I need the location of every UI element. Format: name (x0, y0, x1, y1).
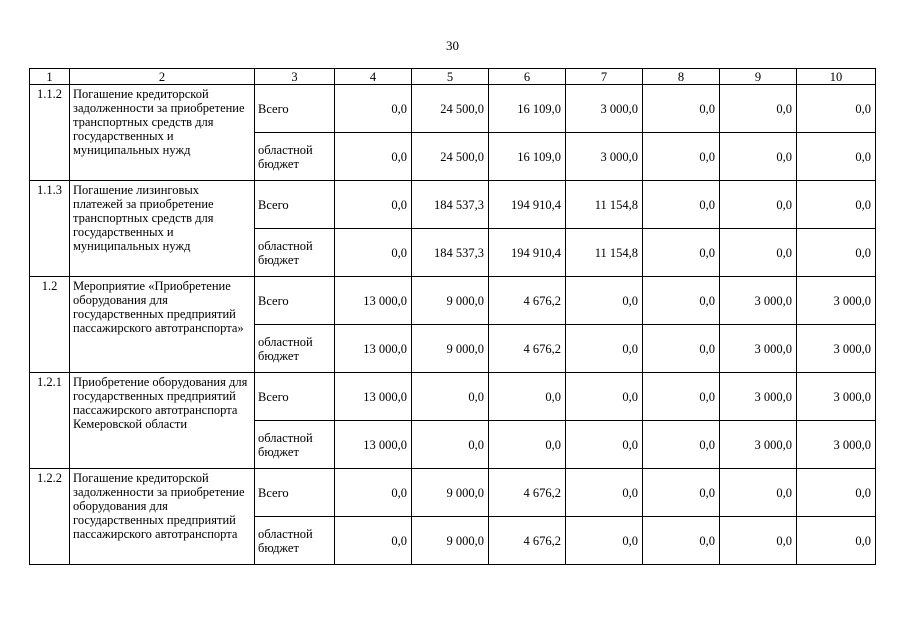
row-name: Приобретение оборудования для государственных предприятий пассажирского автотранспорта Кемеровской области (70, 373, 255, 469)
value-cell: 3 000,0 (720, 373, 797, 421)
header-cell: 10 (797, 69, 876, 85)
header-cell: 8 (643, 69, 720, 85)
value-cell: 4 676,2 (489, 325, 566, 373)
table-row (30, 85, 876, 133)
value-cell: 0,0 (489, 421, 566, 469)
value-cell: 0,0 (720, 469, 797, 517)
value-cell: 0,0 (720, 181, 797, 229)
header-cell: 3 (255, 69, 335, 85)
value-cell: 3 000,0 (797, 277, 876, 325)
value-cell: 0,0 (643, 421, 720, 469)
row-code: 1.1.2 (30, 85, 70, 181)
table-row (30, 373, 876, 421)
row-name: Погашение лизинговых платежей за приобретение транспортных средств для государственных и муниципальных нужд (70, 181, 255, 277)
table-row (30, 181, 876, 229)
header-cell: 4 (335, 69, 412, 85)
value-cell: 0,0 (797, 85, 876, 133)
value-cell: 194 910,4 (489, 229, 566, 277)
funding-source: областной бюджет (255, 517, 335, 565)
funding-source: Всего (255, 85, 335, 133)
value-cell: 0,0 (566, 517, 643, 565)
value-cell: 16 109,0 (489, 85, 566, 133)
value-cell: 0,0 (335, 133, 412, 181)
value-cell: 0,0 (335, 85, 412, 133)
value-cell: 0,0 (412, 373, 489, 421)
value-cell: 0,0 (566, 469, 643, 517)
funding-source: областной бюджет (255, 325, 335, 373)
value-cell: 0,0 (797, 517, 876, 565)
value-cell: 3 000,0 (797, 373, 876, 421)
value-cell: 0,0 (412, 421, 489, 469)
value-cell: 24 500,0 (412, 133, 489, 181)
value-cell: 3 000,0 (720, 421, 797, 469)
value-cell: 0,0 (797, 181, 876, 229)
value-cell: 0,0 (797, 469, 876, 517)
value-cell: 9 000,0 (412, 517, 489, 565)
value-cell: 0,0 (489, 373, 566, 421)
value-cell: 0,0 (566, 373, 643, 421)
header-cell: 9 (720, 69, 797, 85)
header-cell: 6 (489, 69, 566, 85)
value-cell: 0,0 (643, 373, 720, 421)
row-code: 1.2 (30, 277, 70, 373)
value-cell: 194 910,4 (489, 181, 566, 229)
value-cell: 3 000,0 (566, 85, 643, 133)
value-cell: 0,0 (797, 133, 876, 181)
value-cell: 3 000,0 (566, 133, 643, 181)
value-cell: 13 000,0 (335, 277, 412, 325)
value-cell: 0,0 (720, 85, 797, 133)
value-cell: 0,0 (335, 469, 412, 517)
value-cell: 0,0 (720, 229, 797, 277)
value-cell: 184 537,3 (412, 229, 489, 277)
budget-table (29, 68, 876, 565)
value-cell: 0,0 (643, 469, 720, 517)
row-name: Погашение кредиторской задолженности за приобретение транспортных средств для государственных и муниципальных нужд (70, 85, 255, 181)
funding-source: Всего (255, 469, 335, 517)
value-cell: 9 000,0 (412, 325, 489, 373)
value-cell: 13 000,0 (335, 373, 412, 421)
value-cell: 0,0 (566, 421, 643, 469)
value-cell: 0,0 (335, 229, 412, 277)
row-code: 1.2.1 (30, 373, 70, 469)
funding-source: Всего (255, 277, 335, 325)
value-cell: 3 000,0 (797, 421, 876, 469)
value-cell: 3 000,0 (797, 325, 876, 373)
funding-source: областной бюджет (255, 421, 335, 469)
value-cell: 0,0 (643, 325, 720, 373)
value-cell: 13 000,0 (335, 421, 412, 469)
value-cell: 16 109,0 (489, 133, 566, 181)
value-cell: 0,0 (643, 181, 720, 229)
header-cell: 1 (30, 69, 70, 85)
header-cell: 5 (412, 69, 489, 85)
header-cell: 2 (70, 69, 255, 85)
value-cell: 3 000,0 (720, 325, 797, 373)
value-cell: 0,0 (720, 517, 797, 565)
value-cell: 11 154,8 (566, 181, 643, 229)
table-row (30, 469, 876, 517)
funding-source: Всего (255, 373, 335, 421)
funding-source: Всего (255, 181, 335, 229)
value-cell: 0,0 (797, 229, 876, 277)
value-cell: 0,0 (720, 133, 797, 181)
table-row (30, 277, 876, 325)
value-cell: 11 154,8 (566, 229, 643, 277)
value-cell: 4 676,2 (489, 469, 566, 517)
value-cell: 0,0 (643, 229, 720, 277)
header-row (30, 69, 876, 85)
value-cell: 0,0 (335, 181, 412, 229)
value-cell: 0,0 (643, 277, 720, 325)
value-cell: 0,0 (643, 133, 720, 181)
value-cell: 9 000,0 (412, 277, 489, 325)
value-cell: 13 000,0 (335, 325, 412, 373)
value-cell: 0,0 (335, 517, 412, 565)
row-code: 1.1.3 (30, 181, 70, 277)
value-cell: 24 500,0 (412, 85, 489, 133)
row-name: Погашение кредиторской задолженности за приобретение оборудования для государственных предприятий пассажирского автотранспорта (70, 469, 255, 565)
value-cell: 184 537,3 (412, 181, 489, 229)
value-cell: 0,0 (566, 277, 643, 325)
page-number: 30 (446, 38, 459, 53)
value-cell: 3 000,0 (720, 277, 797, 325)
header-cell: 7 (566, 69, 643, 85)
value-cell: 0,0 (643, 85, 720, 133)
value-cell: 4 676,2 (489, 277, 566, 325)
value-cell: 0,0 (566, 325, 643, 373)
value-cell: 4 676,2 (489, 517, 566, 565)
funding-source: областной бюджет (255, 133, 335, 181)
row-name: Мероприятие «Приобретение оборудования для государственных предприятий пассажирского автотранспорта» (70, 277, 255, 373)
row-code: 1.2.2 (30, 469, 70, 565)
value-cell: 0,0 (643, 517, 720, 565)
funding-source: областной бюджет (255, 229, 335, 277)
value-cell: 9 000,0 (412, 469, 489, 517)
